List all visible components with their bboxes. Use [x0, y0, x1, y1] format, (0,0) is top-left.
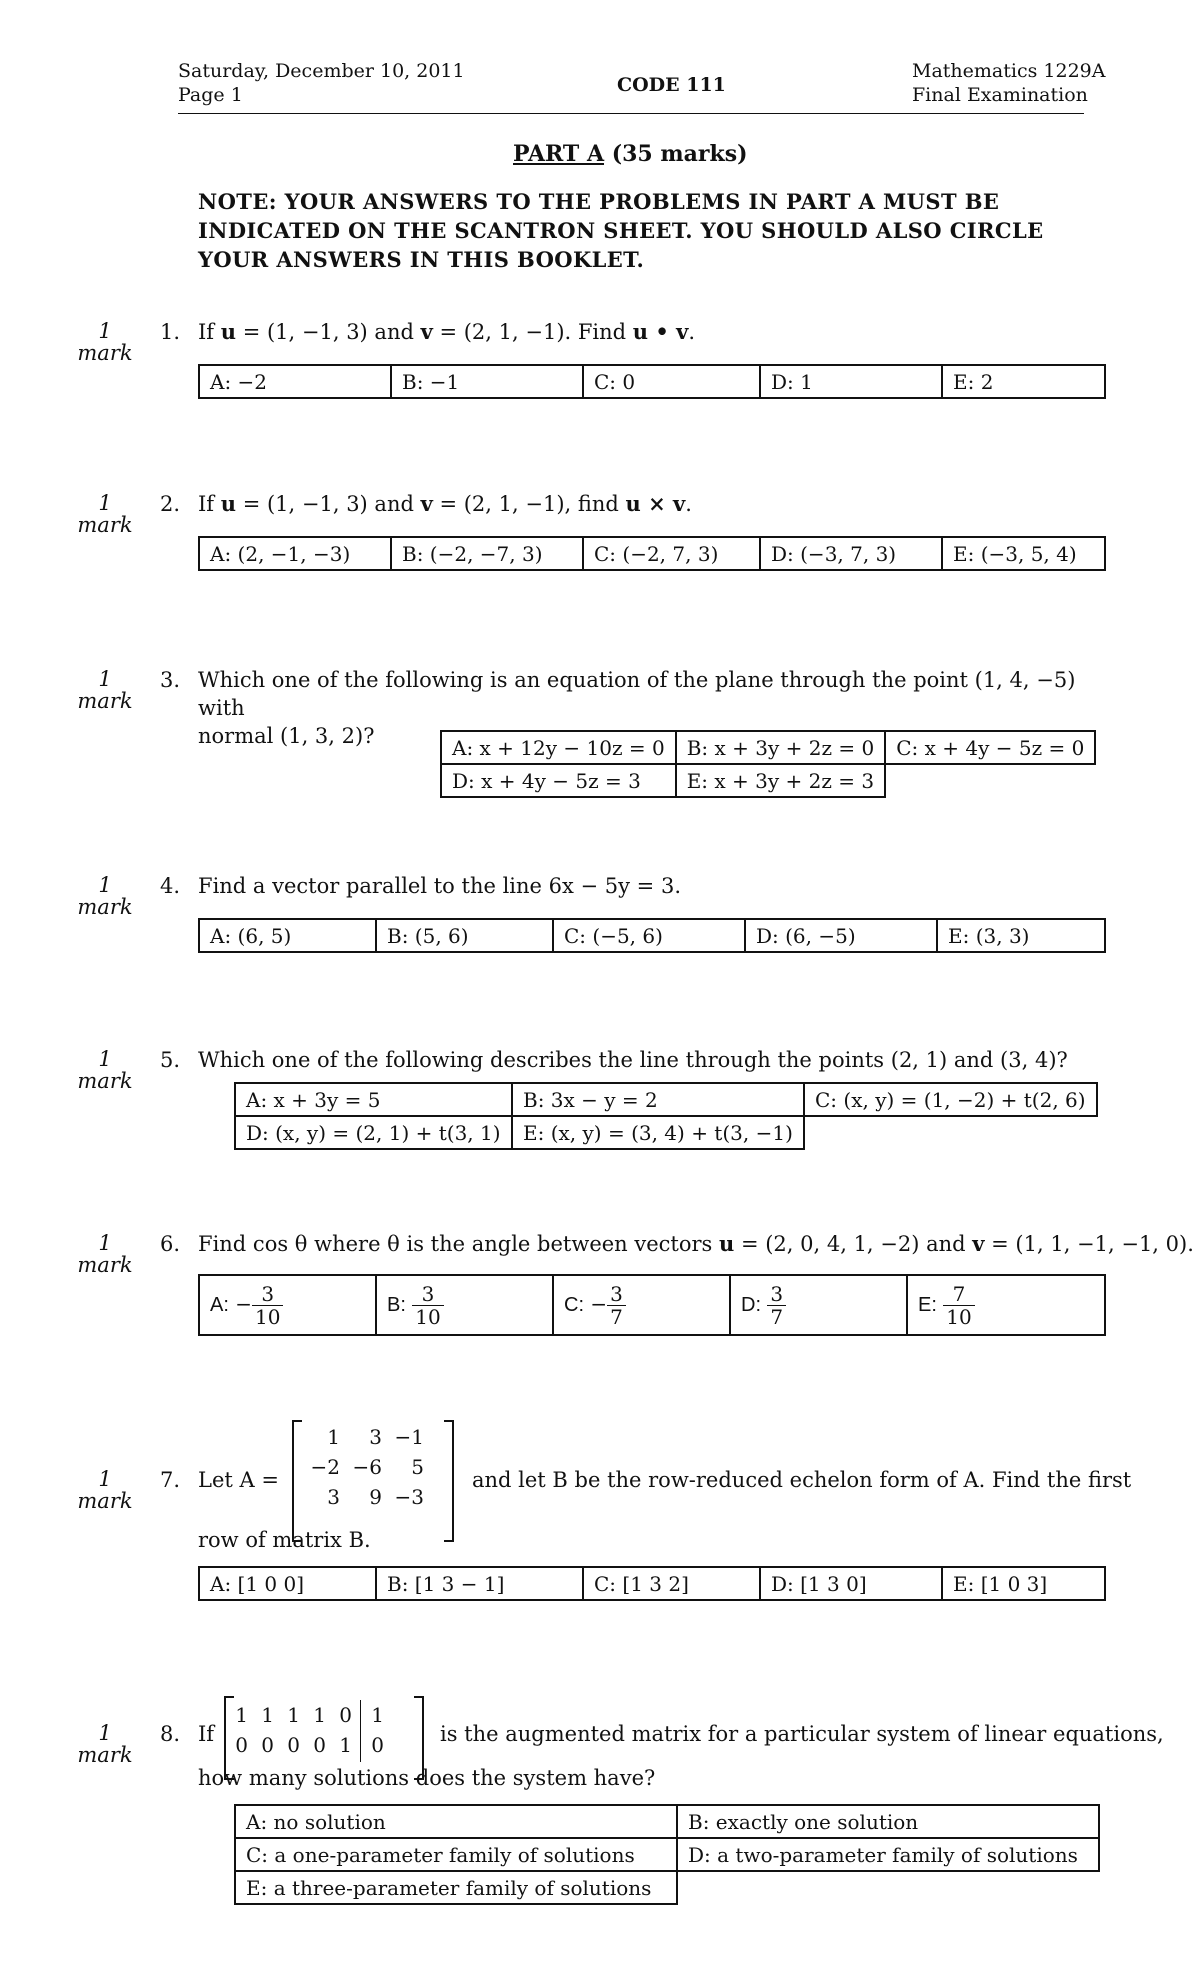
- question-number: 8.: [160, 1722, 181, 1746]
- answer-option[interactable]: C: [1 3 2]: [583, 1567, 760, 1600]
- answer-option[interactable]: D: $\frac{3}{7}$: [730, 1275, 907, 1335]
- question-text: how many solutions does the system have?: [198, 1766, 656, 1790]
- answer-options: [234, 1082, 1098, 1150]
- empty-cell: [804, 1116, 1097, 1149]
- answer-option[interactable]: C: − $\frac{3}{7}$: [553, 1275, 730, 1335]
- part-heading: [513, 141, 748, 167]
- empty-cell: [885, 764, 1095, 797]
- header-exam: Final Examination: [912, 84, 1088, 106]
- question-text: Which one of the following describes the line through the points (2, 1) and (3, 4)?: [198, 1048, 1068, 1072]
- answer-options: [440, 730, 1096, 798]
- answer-option[interactable]: E: (3, 3): [937, 919, 1105, 952]
- answer-option[interactable]: B: 3x − y = 2: [512, 1083, 804, 1116]
- answer-option[interactable]: D: 1: [760, 365, 942, 398]
- answer-options: [198, 1566, 1106, 1601]
- answer-option[interactable]: E: [1 0 3]: [942, 1567, 1105, 1600]
- answer-option[interactable]: D: [1 3 0]: [760, 1567, 942, 1600]
- note-line: INDICATED ON THE SCANTRON SHEET. YOU SHOULD ALSO CIRCLE: [198, 218, 1044, 243]
- answer-option[interactable]: E: 2: [942, 365, 1105, 398]
- question-text: Which one of the following is an equation of the plane through the point (1, 4, −5) with normal (1, 3, 2)?: [198, 668, 1076, 748]
- question-number: 7.: [160, 1468, 181, 1492]
- header-code: CODE 111: [617, 74, 726, 96]
- answer-options: [198, 1274, 1106, 1336]
- answer-option[interactable]: D: (6, −5): [745, 919, 937, 952]
- question-text: Find cos θ where θ is the angle between vectors u = (2, 0, 4, 1, −2) and v = (1, 1, −1, −1, 0).: [198, 1231, 1194, 1256]
- answer-option[interactable]: A: [1 0 0]: [199, 1567, 376, 1600]
- header-date: Saturday, December 10, 2011: [178, 60, 465, 82]
- matrix-A: 1 3 −1 −2 −6 5 3 9 −3: [310, 1425, 424, 1509]
- note-line: YOUR ANSWERS IN THIS BOOKLET.: [198, 247, 645, 272]
- augmented-matrix: 1 1 1 1 0 0 0 0 0 1: [235, 1703, 352, 1757]
- answer-option[interactable]: A: −2: [199, 365, 391, 398]
- answer-option[interactable]: C: (x, y) = (1, −2) + t(2, 6): [804, 1083, 1097, 1116]
- question-mark-label: 1 mark: [77, 667, 133, 713]
- answer-option[interactable]: B: (−2, −7, 3): [391, 537, 583, 570]
- answer-option[interactable]: B: $\frac{3}{10}$: [376, 1275, 553, 1335]
- question-text: row of matrix B.: [198, 1528, 371, 1552]
- answer-option[interactable]: A: (2, −1, −3): [199, 537, 391, 570]
- augment-divider: [360, 1700, 361, 1762]
- question-mark-label: 1 mark: [77, 491, 133, 537]
- answer-option[interactable]: C: 0: [583, 365, 760, 398]
- answer-option[interactable]: E: $\frac{7}{10}$: [907, 1275, 1105, 1335]
- answer-options: [198, 364, 1106, 399]
- instructions-note: [198, 187, 1044, 274]
- question-mark-label: 1 mark: [77, 873, 133, 919]
- question-number: 2.: [160, 492, 181, 516]
- answer-option[interactable]: C: (−2, 7, 3): [583, 537, 760, 570]
- header-page: Page 1: [178, 84, 243, 106]
- question-number: 4.: [160, 874, 181, 898]
- question-lead: If: [198, 1722, 215, 1746]
- answer-option[interactable]: A: no solution: [235, 1805, 677, 1838]
- answer-option[interactable]: B: (5, 6): [376, 919, 553, 952]
- question-number: 1.: [160, 320, 181, 344]
- question-mark-label: 1 mark: [77, 319, 133, 365]
- augmented-column: 1 0: [371, 1703, 384, 1757]
- answer-option[interactable]: A: − $\frac{3}{10}$: [199, 1275, 376, 1335]
- answer-option[interactable]: A: x + 3y = 5: [235, 1083, 512, 1116]
- answer-options: [198, 536, 1106, 571]
- answer-option[interactable]: C: (−5, 6): [553, 919, 745, 952]
- answer-option[interactable]: E: a three-parameter family of solutions: [235, 1871, 677, 1904]
- answer-option[interactable]: B: exactly one solution: [677, 1805, 1099, 1838]
- answer-option[interactable]: A: (6, 5): [199, 919, 376, 952]
- question-number: 5.: [160, 1048, 181, 1072]
- header-course: Mathematics 1229A: [912, 60, 1106, 82]
- question-text: If u = (1, −1, 3) and v = (2, 1, −1). Find u • v.: [198, 319, 695, 344]
- question-mark-label: 1 mark: [77, 1047, 133, 1093]
- question-lead: Let A =: [198, 1468, 279, 1492]
- answer-option[interactable]: E: (x, y) = (3, 4) + t(3, −1): [512, 1116, 804, 1149]
- answer-option[interactable]: D: x + 4y − 5z = 3: [441, 764, 676, 797]
- question-number: 3.: [160, 668, 181, 692]
- answer-option[interactable]: E: (−3, 5, 4): [942, 537, 1105, 570]
- part-title: PART A: [513, 141, 605, 167]
- answer-option[interactable]: E: x + 3y + 2z = 3: [676, 764, 886, 797]
- answer-option[interactable]: A: x + 12y − 10z = 0: [441, 731, 676, 764]
- question-mark-label: 1 mark: [77, 1467, 133, 1513]
- answer-option[interactable]: D: (−3, 7, 3): [760, 537, 942, 570]
- header-rule: [178, 113, 1084, 114]
- question-text: and let B be the row-reduced echelon form of A. Find the first: [472, 1468, 1132, 1492]
- note-line: NOTE: YOUR ANSWERS TO THE PROBLEMS IN PART A MUST BE: [198, 189, 1000, 214]
- answer-option[interactable]: D: (x, y) = (2, 1) + t(3, 1): [235, 1116, 512, 1149]
- question-number: 6.: [160, 1232, 181, 1256]
- answer-option[interactable]: C: a one-parameter family of solutions: [235, 1838, 677, 1871]
- answer-option[interactable]: D: a two-parameter family of solutions: [677, 1838, 1099, 1871]
- answer-options: [198, 918, 1106, 953]
- empty-cell: [677, 1871, 1099, 1904]
- question-text: Find a vector parallel to the line 6x − 5y = 3.: [198, 874, 681, 898]
- answer-option[interactable]: C: x + 4y − 5z = 0: [885, 731, 1095, 764]
- question-text: is the augmented matrix for a particular system of linear equations,: [440, 1722, 1164, 1746]
- answer-option[interactable]: B: [1 3 − 1]: [376, 1567, 583, 1600]
- answer-option[interactable]: B: x + 3y + 2z = 0: [676, 731, 886, 764]
- answer-option[interactable]: B: −1: [391, 365, 583, 398]
- question-mark-label: 1 mark: [77, 1231, 133, 1277]
- matrix-bracket-right: [444, 1420, 454, 1542]
- answer-options: [234, 1804, 1100, 1905]
- question-text: If u = (1, −1, 3) and v = (2, 1, −1), find u × v.: [198, 491, 692, 516]
- part-marks: (35 marks): [611, 141, 748, 167]
- question-mark-label: 1 mark: [77, 1721, 133, 1767]
